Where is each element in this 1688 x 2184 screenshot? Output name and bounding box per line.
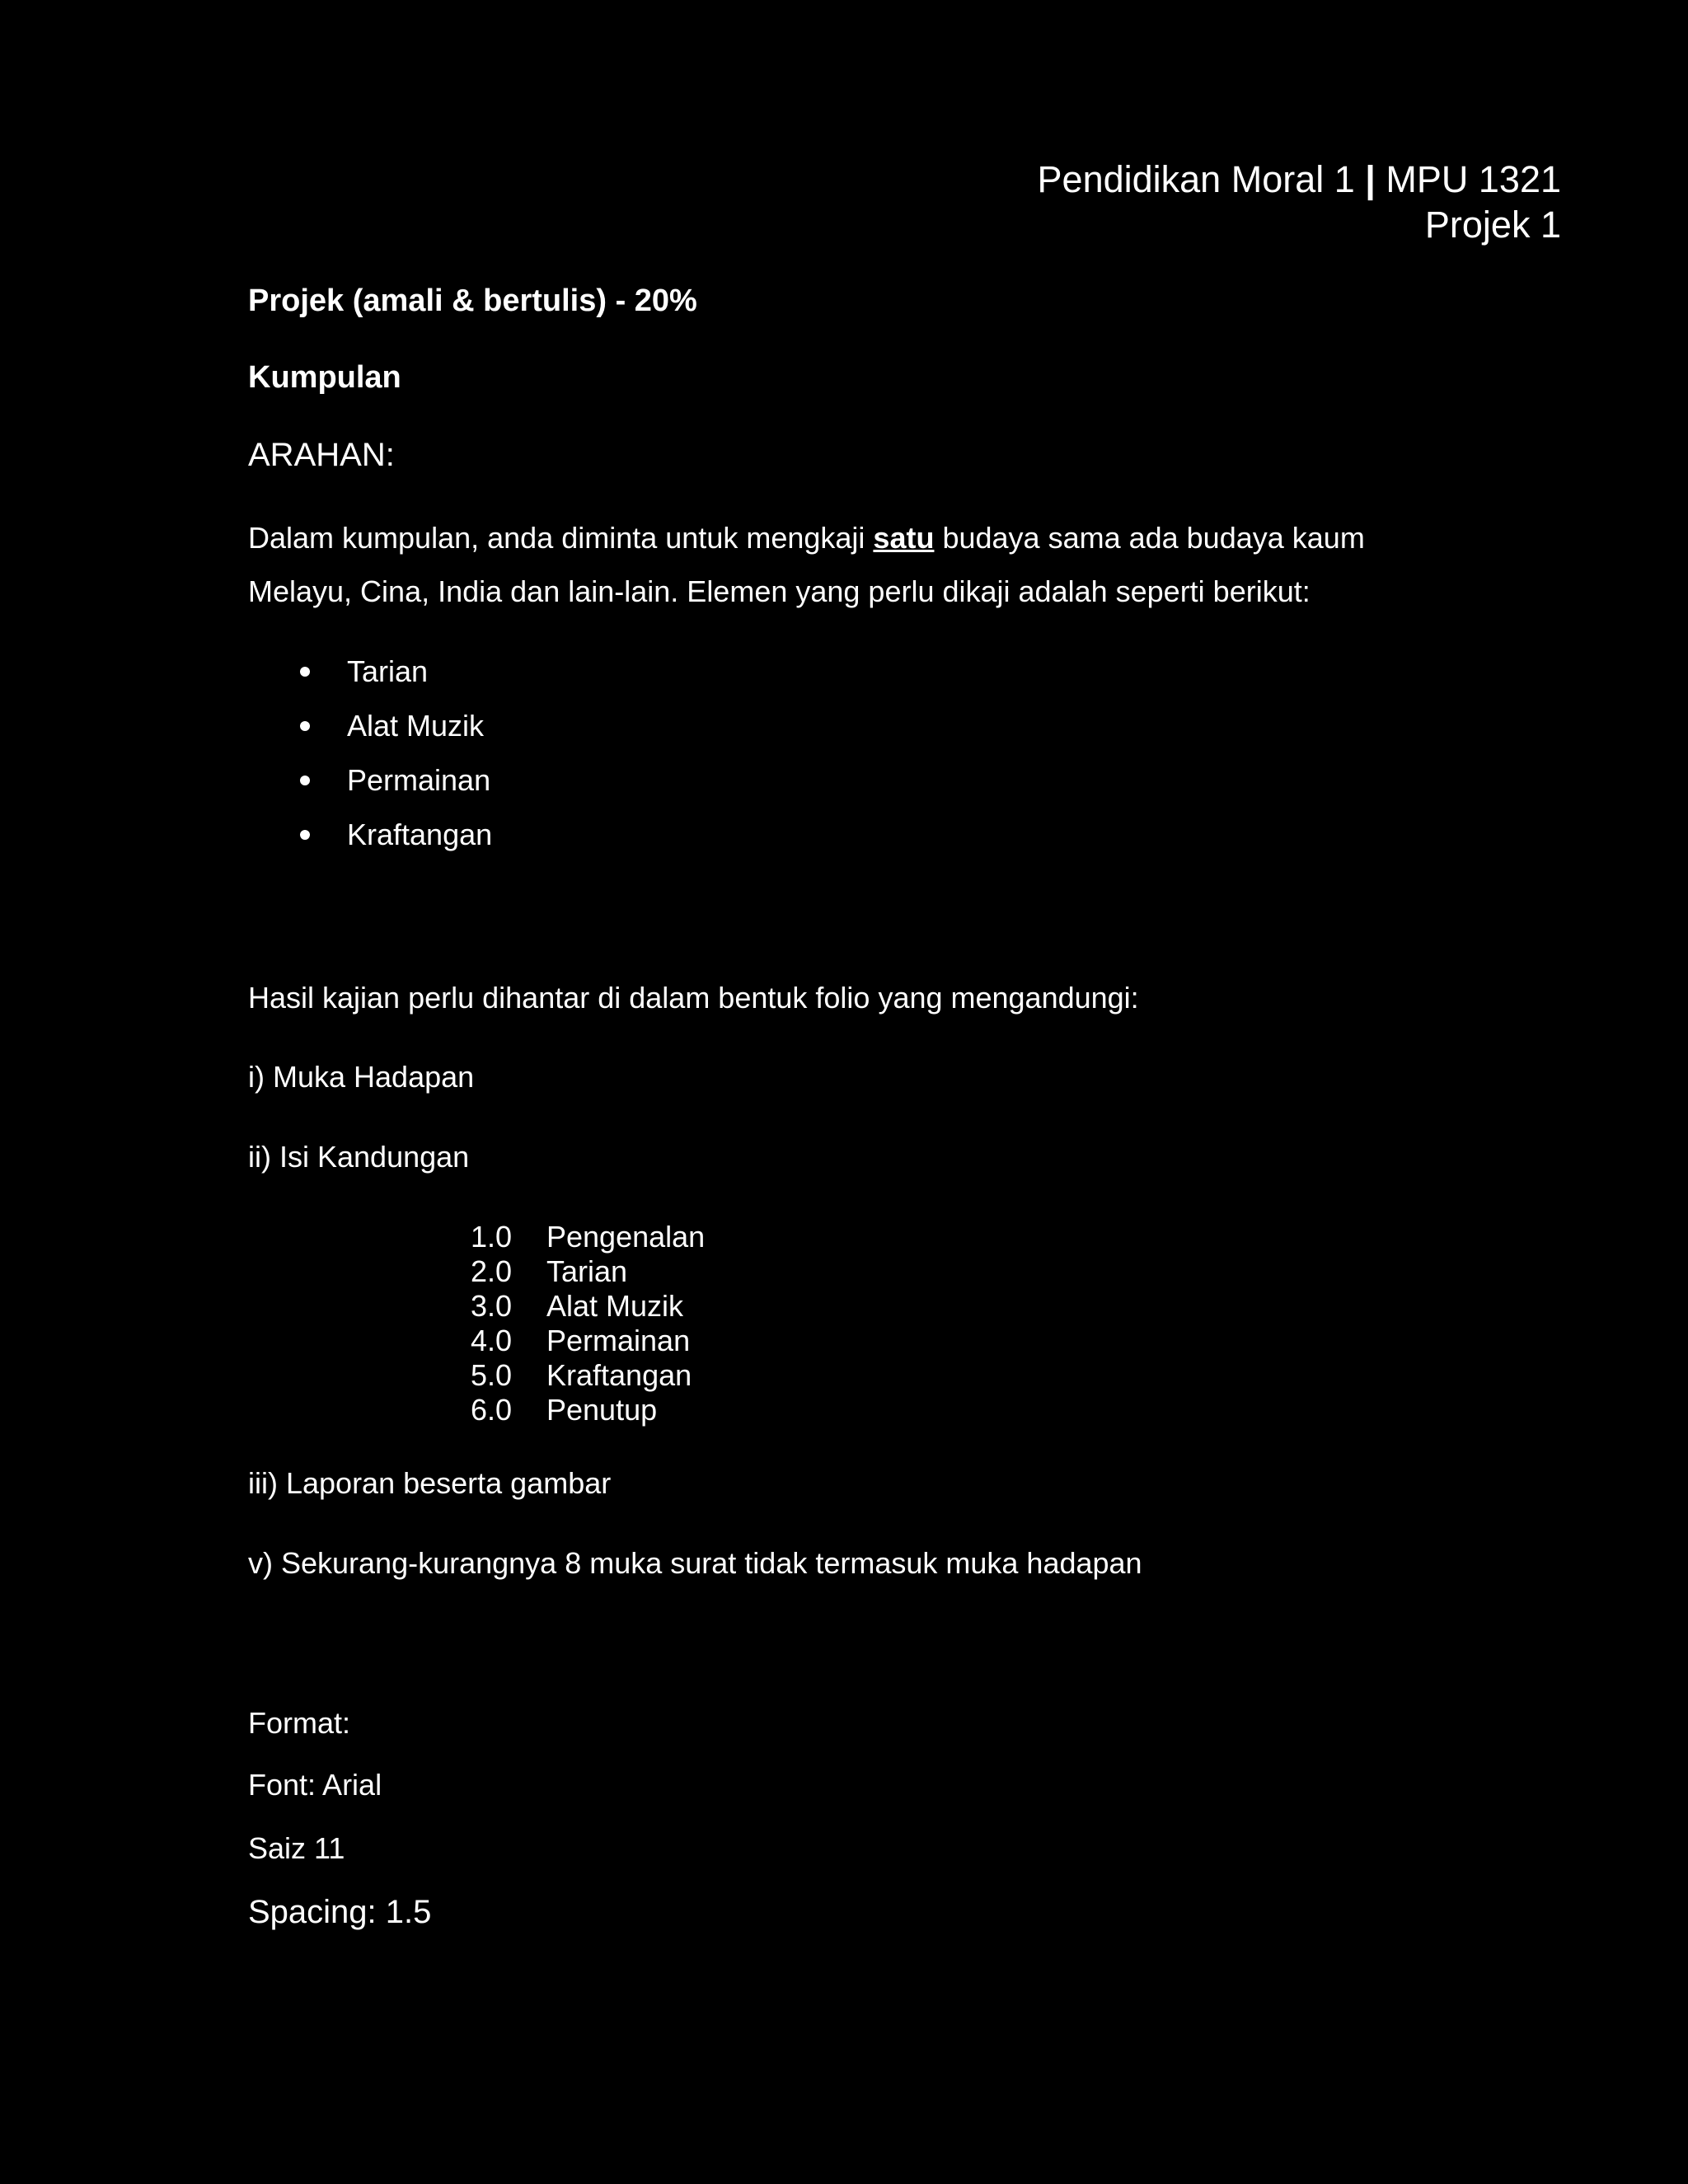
header-course-line: [1038, 157, 1561, 202]
bullet-icon: [300, 667, 310, 677]
toc-number: 1.0: [471, 1220, 513, 1254]
toc-label: Penutup: [546, 1393, 658, 1427]
section-v: v) Sekurang-kurangnya 8 muka surat tidak termasuk muka hadapan: [248, 1546, 1142, 1580]
toc-row: [471, 1289, 705, 1324]
section-ii: ii) Isi Kandungan: [248, 1140, 470, 1174]
instructions-heading: ARAHAN:: [248, 437, 395, 473]
toc-row: [471, 1358, 705, 1393]
format-size: Saiz 11: [248, 1831, 345, 1865]
section-i: i) Muka Hadapan: [248, 1060, 475, 1094]
toc-label: Tarian: [546, 1254, 628, 1288]
list-item: [248, 762, 492, 816]
intro-line-1: [248, 521, 1365, 555]
toc-row: [471, 1254, 705, 1289]
header-separator: |: [1365, 158, 1376, 200]
bullet-icon: [300, 721, 310, 731]
toc-row: [471, 1393, 705, 1427]
folio-requirements-intro: Hasil kajian perlu dihantar di dalam bentuk folio yang mengandungi:: [248, 981, 1139, 1015]
intro-line-2: Melayu, Cina, India dan lain-lain. Elemen yang perlu dikaji adalah seperti berikut:: [248, 574, 1311, 608]
element-label: Kraftangan: [347, 818, 493, 851]
toc-number: 4.0: [471, 1324, 513, 1357]
bullet-icon: [300, 776, 310, 785]
toc-number: 3.0: [471, 1289, 513, 1323]
toc-number: 6.0: [471, 1393, 513, 1427]
toc-label: Kraftangan: [546, 1358, 692, 1392]
element-label: Alat Muzik: [347, 709, 485, 743]
header-course: Pendidikan Moral 1: [1037, 158, 1355, 200]
format-spacing: Spacing: 1.5: [248, 1894, 432, 1930]
page-header: [1038, 157, 1561, 247]
intro-text-2: budaya sama ada budaya kaum: [934, 521, 1365, 555]
format-heading: Format:: [248, 1706, 351, 1740]
list-item: [248, 707, 492, 762]
header-code: MPU 1321: [1386, 158, 1561, 200]
toc-number: 2.0: [471, 1254, 513, 1288]
list-item: [248, 816, 492, 870]
element-label: Permainan: [347, 763, 491, 797]
toc-label: Alat Muzik: [546, 1289, 684, 1323]
section-iii: iii) Laporan beserta gambar: [248, 1466, 612, 1500]
toc-label: Pengenalan: [546, 1220, 706, 1254]
group-label: Kumpulan: [248, 360, 401, 395]
toc-number: 5.0: [471, 1358, 513, 1392]
toc-row: [471, 1324, 705, 1358]
toc-label: Permainan: [546, 1324, 691, 1357]
table-of-contents: [471, 1220, 705, 1427]
element-label: Tarian: [347, 654, 429, 688]
project-title: Projek (amali & bertulis) - 20%: [248, 284, 697, 318]
bullet-icon: [300, 830, 310, 840]
format-font: Font: Arial: [248, 1768, 382, 1802]
toc-row: [471, 1220, 705, 1254]
header-project: Projek 1: [1424, 204, 1561, 246]
intro-emphasis: satu: [873, 521, 935, 555]
list-item: [248, 653, 492, 707]
element-list: [248, 653, 492, 870]
intro-text-1: Dalam kumpulan, anda diminta untuk mengkaji: [248, 521, 874, 555]
